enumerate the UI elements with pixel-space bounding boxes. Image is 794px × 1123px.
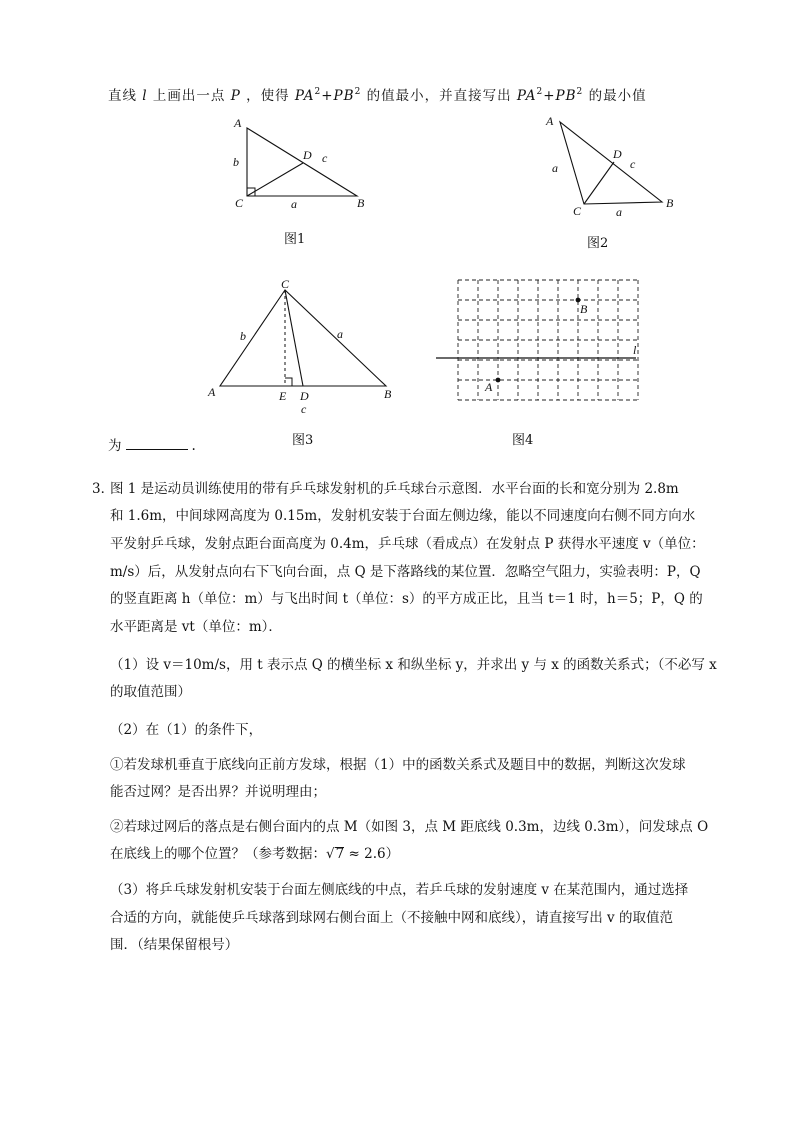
label-c: c [301, 402, 307, 416]
caption-fig3: 图3 [292, 433, 314, 448]
p3-line-9: （2）在（1）的条件下， [110, 722, 263, 738]
problem3-number: 3． [92, 481, 115, 497]
p3-line-1: 图 1 是运动员训练使用的带有乒乓球发射机的乒乓球台示意图．水平台面的长和宽分别为 2.8m [110, 481, 679, 497]
label-a-side: a [552, 161, 558, 175]
expr: PA [294, 88, 315, 104]
figure-3 [200, 280, 410, 420]
p3-line-10: ①若发球机垂直于底线向正前方发球，根据（1）中的函数关系式及题目中的数据，判断这次发球 [110, 757, 686, 773]
answer-line [108, 434, 196, 454]
p3-line-3: 平发射乒乓球，发射点距台面高度为 0.4m，乒乓球（看成点）在发射点 P 获得水平速度 v（单位： [110, 536, 705, 552]
p3-line-8: 的取值范围） [110, 684, 191, 700]
expr: +PB [543, 88, 577, 104]
label-A: A [234, 116, 242, 130]
figure-1 [225, 112, 385, 217]
figure-2 [540, 108, 690, 218]
label-a: a [337, 327, 343, 341]
sup: 2 [354, 87, 362, 97]
label-C: C [235, 196, 244, 210]
label-C: C [281, 280, 290, 291]
label-c: c [630, 157, 636, 171]
text: 上画出一点 [152, 88, 226, 104]
caption-fig4: 图4 [512, 433, 534, 448]
p3-line-5: 的竖直距离 h（单位：m）与飞出时间 t（单位：s）的平方成正比，且当 t＝1 时，h＝5；P，Q 的 [110, 591, 703, 607]
label-A: A [208, 385, 216, 399]
label-D: D [303, 148, 312, 162]
p3-line-11: 能否过网？是否出界？并说明理由； [110, 784, 326, 800]
p3-line-16: 围．（结果保留根号） [110, 937, 239, 953]
label-l: l [633, 343, 637, 357]
text: ，使得 [246, 88, 290, 104]
label-E: E [279, 389, 287, 403]
sup: 2 [576, 87, 584, 97]
sqrt-radicand: 7 [335, 846, 345, 862]
label-B: B [666, 196, 674, 210]
label-b: b [240, 329, 246, 343]
label-B: B [384, 387, 392, 401]
label-a: a [291, 197, 297, 211]
var-p: P [230, 88, 241, 104]
text: . [191, 438, 196, 454]
figure-4 [430, 272, 650, 407]
label-A: A [485, 380, 493, 394]
p3-line-12: ②若球过网后的落点是右侧台面内的点 M（如图 3，点 M 距底线 0.3m，边线 0.3m），问发球点 O [110, 819, 709, 835]
expr: +PB [321, 88, 355, 104]
text: 的值最小，并直接写出 [366, 88, 512, 104]
label-D: D [300, 389, 309, 403]
label-A: A [546, 114, 554, 128]
label-B: B [580, 302, 588, 316]
text: 的最小值 [588, 88, 647, 104]
sup: 2 [314, 87, 322, 97]
text: 直线 [108, 88, 137, 104]
text: 在底线上的哪个位置？（参考数据： [110, 846, 326, 862]
label-B: B [357, 196, 365, 210]
top-line [108, 84, 647, 104]
text: 为 [108, 438, 122, 454]
var-l: l [142, 88, 148, 104]
label-C: C [573, 204, 582, 218]
label-c: c [322, 151, 328, 165]
label-D: D [613, 147, 622, 161]
p3-line-14: （3）将乒乓球发射机安装于台面左侧底线的中点，若乒乓球的发射速度 v 在某范围内，通过选择 [110, 882, 689, 898]
p3-line-6: 水平距离是 vt（单位：m）． [110, 619, 282, 635]
p3-line-15: 合适的方向，就能使乒乓球落到球网右侧台面上（不接触中网和底线），请直接写出 v 的取值范 [110, 910, 673, 926]
p3-line-13: 在底线上的哪个位置？（参考数据：√7 ≈ 2.6） [110, 846, 400, 862]
point-A [496, 378, 501, 383]
p3-line-7: （1）设 v＝10m/s，用 t 表示点 Q 的横坐标 x 和纵坐标 y，并求出 y 与 x 的函数关系式；（不必写 x [110, 657, 717, 673]
expr: PA [516, 88, 537, 104]
label-b: b [233, 155, 239, 169]
sup: 2 [536, 87, 544, 97]
p3-line-4: m/s）后，从发射点向右下飞向台面，点 Q 是下落路线的某位置．忽略空气阻力，实验表明：P，Q [110, 564, 701, 580]
answer-blank[interactable] [126, 438, 188, 450]
approx-value: ≈ 2.6） [348, 846, 400, 862]
caption-fig2: 图2 [587, 236, 609, 251]
caption-fig1: 图1 [284, 232, 306, 247]
p3-line-2: 和 1.6m，中间球网高度为 0.15m，发射机安装于台面左侧边缘，能以不同速度向右侧不同方向水 [110, 508, 696, 524]
label-a: a [616, 205, 622, 218]
